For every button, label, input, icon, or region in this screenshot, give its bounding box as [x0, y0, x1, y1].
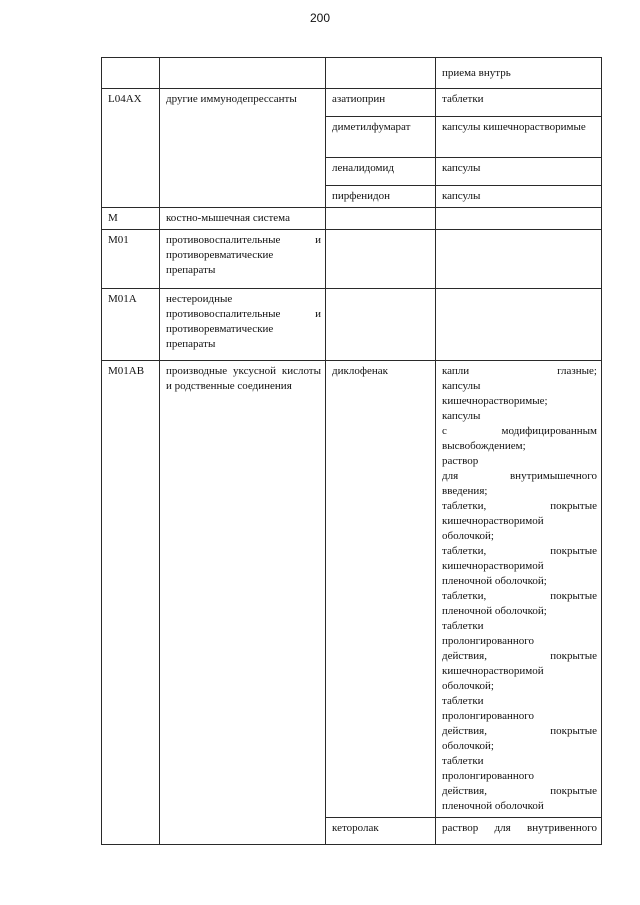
dosage-form-line: таблетки [442, 695, 484, 707]
dosage-form-cell [436, 230, 602, 289]
atc-code-cell: M01 [102, 230, 160, 289]
dosage-form-cell: приема внутрь [436, 58, 602, 89]
drug-name-cell [326, 58, 436, 89]
table-row [102, 89, 602, 117]
dosage-form-line: таблетки, покрытые [442, 545, 597, 557]
drug-name-cell: кеторолак [326, 818, 436, 845]
dosage-form-cell [436, 361, 602, 818]
drug-name-cell [326, 208, 436, 230]
drug-name-cell: пирфенидон [326, 186, 436, 208]
dosage-form-cell: капсулы [436, 186, 602, 208]
dosage-form-line: кишечнорастворимые; [442, 395, 548, 407]
page-number: 200 [309, 11, 331, 25]
dosage-form-line: оболочкой; [442, 740, 494, 752]
dosage-form-line: с модифицированным [442, 425, 597, 437]
dosage-form-line: оболочкой; [442, 680, 494, 692]
drug-name-cell [326, 230, 436, 289]
table-row [102, 58, 602, 89]
group-cell: костно-мышечная система [160, 208, 326, 230]
dosage-form-cell [436, 208, 602, 230]
dosage-form-line: кишечнорастворимой [442, 560, 544, 572]
dosage-form-line: таблетки [442, 620, 484, 632]
group-cell: нестероидные противовоспалительные и противоревматические препараты [160, 289, 326, 361]
dosage-form-line: пленочной оболочкой; [442, 575, 547, 587]
atc-code-cell: M [102, 208, 160, 230]
drug-table [101, 57, 602, 845]
dosage-form-line: таблетки, покрытые [442, 590, 597, 602]
dosage-form-line: пленочной оболочкой [442, 800, 544, 812]
group-cell: другие иммунодепрессанты [160, 89, 326, 208]
dosage-form-line: капсулы [442, 380, 481, 392]
dosage-form-cell [436, 289, 602, 361]
dosage-form-line: действия, покрытые [442, 650, 597, 662]
dosage-form-cell: таблетки [436, 89, 602, 117]
group-cell: производные уксусной кислоты и родственные соединения [160, 361, 326, 845]
atc-code-cell: M01AB [102, 361, 160, 845]
dosage-form-cell: капсулы [436, 158, 602, 186]
atc-code-cell: M01A [102, 289, 160, 361]
dosage-form-line: кишечнорастворимой [442, 515, 544, 527]
table-row [102, 289, 602, 361]
dosage-form-line: пролонгированного [442, 635, 534, 647]
dosage-form-line: таблетки [442, 755, 484, 767]
dosage-form-cell: капсулы кишечнорастворимые [436, 117, 602, 158]
dosage-form-line: раствор [442, 455, 479, 467]
dosage-form-line: пленочной оболочкой; [442, 605, 547, 617]
dosage-form-line: высвобождением; [442, 440, 526, 452]
dosage-form-line: действия, покрытые [442, 725, 597, 737]
dosage-form-line: кишечнорастворимой [442, 665, 544, 677]
dosage-form-line: таблетки, покрытые [442, 500, 597, 512]
drug-name-cell: азатиоприн [326, 89, 436, 117]
dosage-form-line: капли глазные; [442, 365, 597, 377]
table-row [102, 230, 602, 289]
drug-name-cell: леналидомид [326, 158, 436, 186]
dosage-form-line: капсулы [442, 410, 481, 422]
atc-code-cell: L04AX [102, 89, 160, 208]
table-row [102, 208, 602, 230]
atc-code-cell [102, 58, 160, 89]
dosage-form-cell: раствор для внутривенного [436, 818, 602, 845]
group-cell: противовоспалительные и противоревматические препараты [160, 230, 326, 289]
dosage-form-line: для внутримышечного [442, 470, 597, 482]
dosage-form-line: пролонгированного [442, 770, 534, 782]
dosage-form-line: пролонгированного [442, 710, 534, 722]
group-cell [160, 58, 326, 89]
drug-name-cell: диметилфумарат [326, 117, 436, 158]
drug-name-cell: диклофенак [326, 361, 436, 818]
drug-name-cell [326, 289, 436, 361]
dosage-form-line: действия, покрытые [442, 785, 597, 797]
table-row [102, 361, 602, 818]
dosage-form-line: оболочкой; [442, 530, 494, 542]
dosage-form-line: введения; [442, 485, 488, 497]
